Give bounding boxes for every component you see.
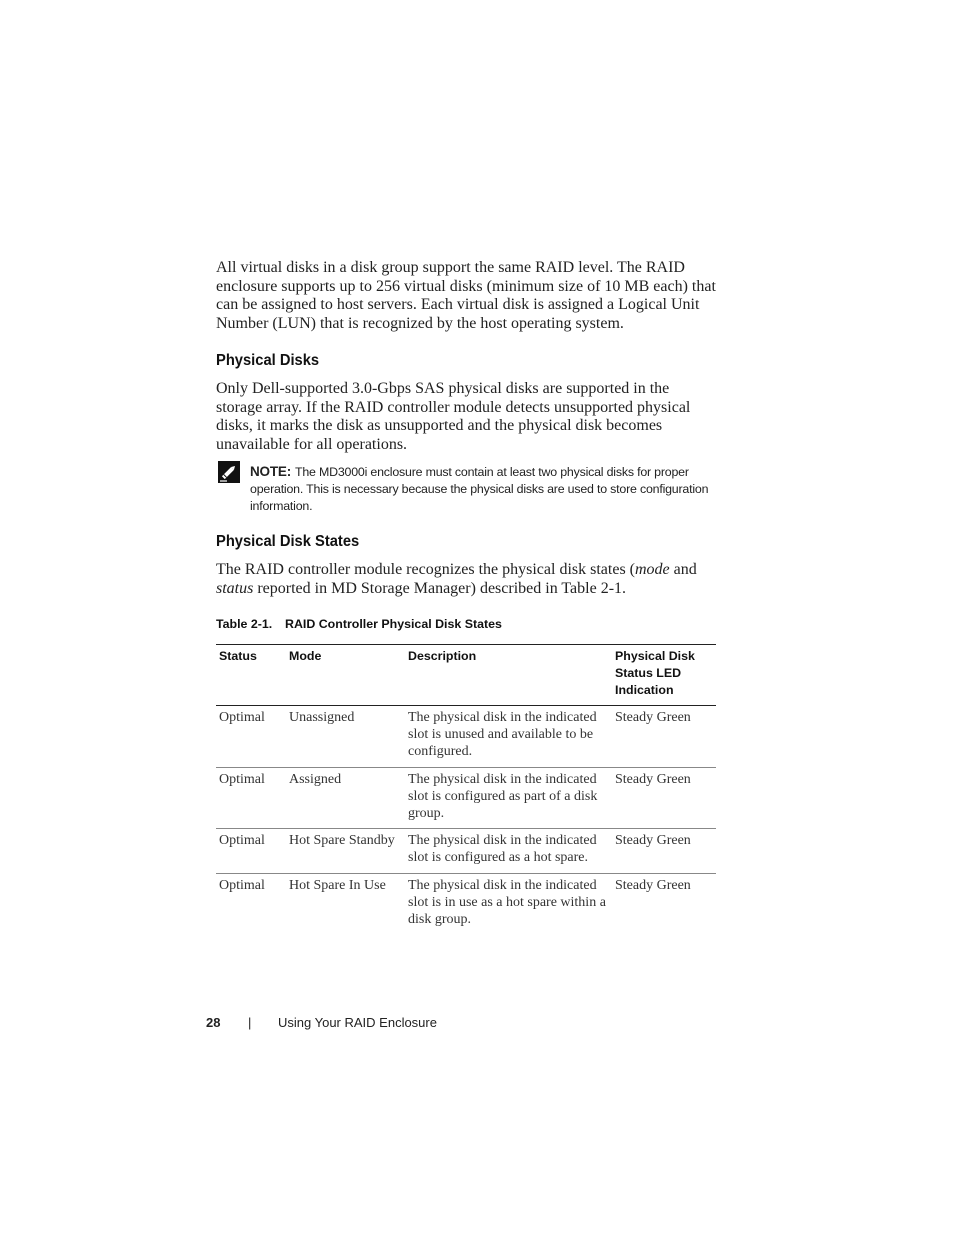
table-caption-number: Table 2-1. [216, 617, 273, 631]
table-row [216, 706, 716, 768]
physical-disks-paragraph: Only Dell-supported 3.0-Gbps SAS physical disks are supported in the storage array. If the RAID controller module detects unsupported physical disks, it marks the disk as unsupported and the physical disk becomes unavailable for all operations. [216, 380, 691, 454]
header-mode: Mode [286, 645, 405, 706]
cell-description: The physical disk in the indicated slot is unused and available to be configured. [405, 706, 612, 768]
header-description: Description [405, 645, 612, 706]
cell-mode: Hot Spare Standby [286, 829, 405, 873]
footer-title: Using Your RAID Enclosure [278, 1015, 437, 1030]
note-block [250, 463, 720, 515]
header-status: Status [216, 645, 286, 706]
cell-description: The physical disk in the indicated slot is configured as a hot spare. [405, 829, 612, 873]
physical-disks-heading: Physical Disks [216, 352, 320, 369]
cell-mode: Assigned [286, 767, 405, 829]
cell-description: The physical disk in the indicated slot is configured as part of a disk group. [405, 767, 612, 829]
states-paragraph-part-3: reported in MD Storage Manager) described in Table 2-1. [253, 579, 627, 597]
states-paragraph-part-1: The RAID controller module recognizes the physical disk states ( [216, 561, 635, 578]
header-led-indication: Physical Disk Status LED Indication [612, 645, 716, 706]
physical-disk-states-paragraph [216, 561, 716, 598]
states-paragraph-status: status [216, 579, 254, 597]
cell-led: Steady Green [612, 706, 716, 768]
note-pencil-icon [218, 461, 240, 483]
table-row [216, 767, 716, 829]
cell-status: Optimal [216, 706, 286, 768]
physical-disk-states-heading: Physical Disk States [216, 533, 360, 550]
cell-status: Optimal [219, 877, 265, 893]
cell-led: Steady Green [612, 767, 716, 829]
table-row [216, 829, 716, 873]
footer-separator: | [248, 1015, 252, 1030]
cell-mode: Hot Spare In Use [289, 877, 386, 893]
intro-paragraph: All virtual disks in a disk group support the same RAID level. The RAID enclosure supports up to 256 virtual disks (minimum size of 10 MB each) that can be assigned to host servers. Each virtual disk is assigned a Logical Unit Number (LUN) that is recognized by the host operating system. [216, 259, 716, 333]
states-paragraph-mode: mode [635, 561, 670, 578]
note-text: The MD3000i enclosure must contain at least two physical disks for proper operation. This is necessary because the physical disks are used to store configuration information. [250, 465, 709, 513]
cell-led: Steady Green [615, 877, 691, 893]
cell-led: Steady Green [612, 829, 716, 873]
cell-description: The physical disk in the indicated slot is in use as a hot spare within a disk group. [408, 877, 606, 928]
states-paragraph-part-2: and [669, 561, 697, 578]
page-number: 28 [206, 1015, 221, 1030]
note-label: NOTE: [250, 464, 291, 479]
table-caption [216, 617, 502, 631]
cell-status: Optimal [216, 829, 286, 873]
table-header-row [216, 645, 716, 706]
table-row [216, 873, 716, 934]
cell-mode: Unassigned [286, 706, 405, 768]
disk-states-table [216, 644, 716, 934]
table-caption-title: RAID Controller Physical Disk States [285, 617, 502, 631]
cell-status: Optimal [216, 767, 286, 829]
